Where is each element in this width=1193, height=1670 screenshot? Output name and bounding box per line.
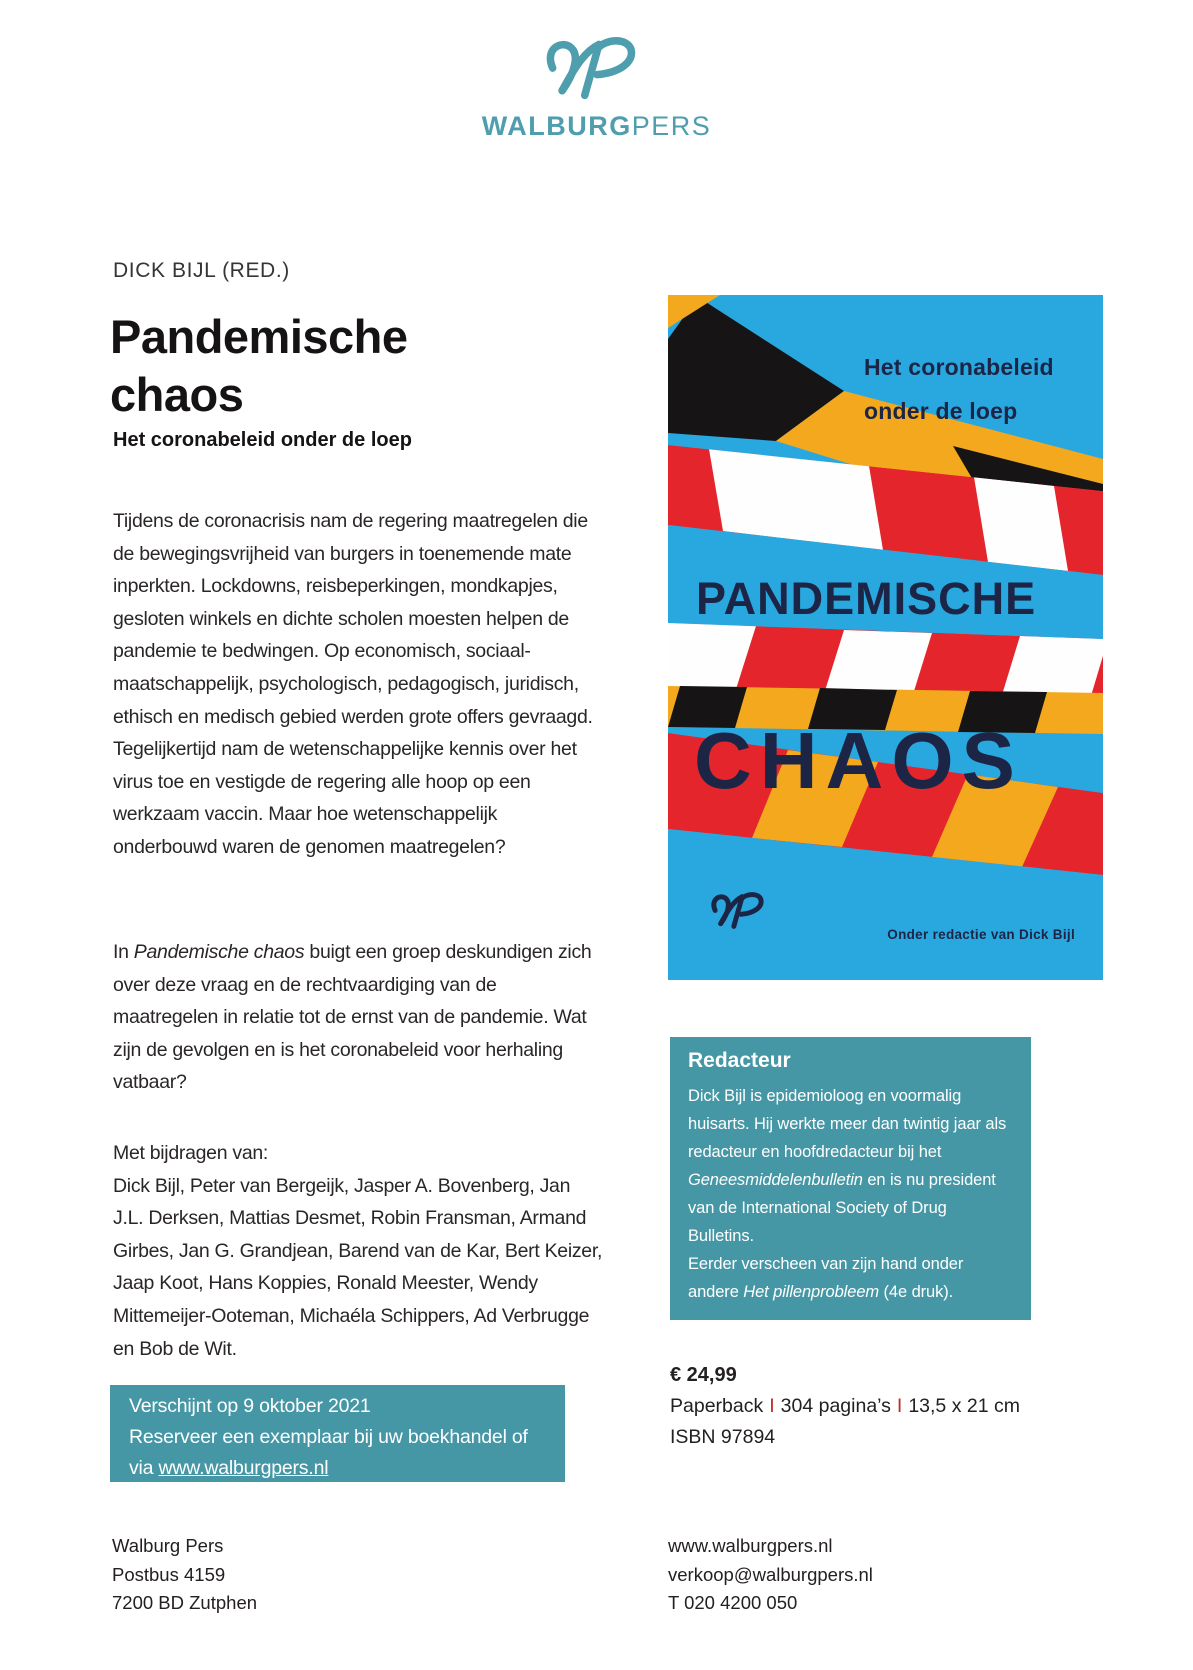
p2-pre: In (113, 941, 134, 963)
footer-email: verkoop@walburgpers.nl (668, 1563, 873, 1585)
via-line (129, 1453, 553, 1484)
publisher-wordmark (0, 111, 1193, 142)
editor-heading: Redacteur (688, 1049, 791, 1072)
footer-city: 7200 BD Zutphen (112, 1592, 258, 1613)
cover-editor-credit: Onder redactie van Dick Bijl (887, 927, 1075, 942)
price: € 24,99 (670, 1364, 737, 1386)
cover-wp-monogram-icon (708, 891, 774, 936)
cover-tagline-line1: Het coronabeleid (864, 354, 1054, 380)
bio-part2: en is nu president van de International Society of Drug Bulletins. (688, 1171, 996, 1245)
dimensions: 13,5 x 21 cm (908, 1395, 1020, 1417)
contributors-intro: Met bijdragen van: (113, 1142, 269, 1164)
p2-post: buigt een groep deskundigen zich over deze vraag en de rechtvaardiging van de maatregelen in relatie tot de ernst van de pandemie. Wat zijn de gevolgen en is het coronabeleid voor herhaling vatbaar? (113, 941, 592, 1094)
release-announcement-box (110, 1385, 565, 1482)
format-line (670, 1391, 1020, 1422)
bio-journal-italic: Geneesmiddelenbulletin (688, 1171, 863, 1189)
contributors-names: Dick Bijl, Peter van Bergeijk, Jasper A. Bovenberg, Jan J.L. Derksen, Mattias Desmet, Robin Fransman, Armand Girbes, Jan G. Grandjean, Barend van de Kar, Bert Keizer, Jaap Koot, Hans Koppies, Ronald Meester, Wendy Mittemeijer-Ooteman, Michaéla Schippers, Ad Verbrugge en Bob de Wit. (113, 1174, 603, 1360)
author-line: DICK BIJL (RED.) (113, 259, 290, 282)
walburgpers-link[interactable]: www.walburgpers.nl (158, 1457, 329, 1479)
cover-tagline-line2: onder de loep (864, 398, 1018, 424)
product-details (670, 1360, 1020, 1453)
description-paragraph-1: Tijdens de coronacrisis nam de regering maatregelen die de bewegingsvrijheid van burgers in toenemende mate inperkten. Lockdowns, reisbeperkingen, mondkapjes, gesloten winkels en dichte scholen moesten helpen de pandemie te bedwingen. Op economisch, sociaal-maatschappelijk, psychologisch, pedagogisch, juridisch, ethisch en medisch gebied werden grote offers gevraagd. Tegelijkertijd nam de wetenschappelijke kennis over het virus toe en vestigde de regering alle hoop op een werkzaam vaccin. Maar hoe wetenschappelijk onderbouwd waren de genomen maatregelen? (113, 510, 593, 858)
description-paragraph-2 (113, 936, 605, 1099)
wordmark-pers: PERS (631, 111, 712, 141)
bio-part3: Eerder verscheen van zijn hand onder andere (688, 1255, 964, 1301)
isbn: ISBN 97894 (670, 1426, 776, 1448)
page-count: 304 pagina’s (780, 1395, 891, 1417)
footer-phone: T 020 4200 050 (668, 1592, 798, 1613)
book-title (110, 308, 408, 424)
footer-contact (668, 1532, 873, 1618)
release-date-line: Verschijnt op 9 oktober 2021 (129, 1395, 371, 1417)
cover-tagline (864, 345, 1054, 433)
reserve-line: Reserveer een exemplaar bij uw boekhandel of (129, 1426, 528, 1448)
book-cover (668, 295, 1103, 980)
separator-bar: I (896, 1395, 903, 1417)
wp-monogram-icon (0, 36, 1193, 107)
wordmark-walburg: WALBURG (481, 111, 632, 141)
contributors-paragraph (113, 1137, 605, 1365)
book-title-line2: chaos (110, 368, 244, 421)
separator-bar: I (769, 1395, 775, 1417)
footer-address (112, 1532, 257, 1618)
publisher-logo (0, 36, 1193, 142)
via-prefix: via (129, 1457, 159, 1479)
editor-info-box (670, 1037, 1031, 1320)
bio-part1: Dick Bijl is epidemioloog en voormalig huisarts. Hij werkte meer dan twintig jaar als redacteur en hoofdredacteur bij het (688, 1087, 1007, 1161)
footer-company: Walburg Pers (112, 1535, 224, 1556)
editor-bio (688, 1082, 1015, 1306)
format: Paperback (670, 1395, 764, 1417)
book-subtitle: Het coronabeleid onder de loep (113, 429, 412, 451)
p2-book-title-italic: Pandemische chaos (133, 941, 305, 963)
bio-part4: (4e druk). (879, 1283, 954, 1301)
footer-website: www.walburgpers.nl (668, 1535, 833, 1556)
cover-title-pandemische: PANDEMISCHE (696, 573, 1037, 624)
bio-booktitle-italic: Het pillenprobleem (743, 1283, 880, 1301)
book-title-line1: Pandemische (110, 310, 408, 363)
footer-postbus: Postbus 4159 (112, 1563, 226, 1585)
cover-title-chaos: CHAOS (694, 716, 1023, 805)
